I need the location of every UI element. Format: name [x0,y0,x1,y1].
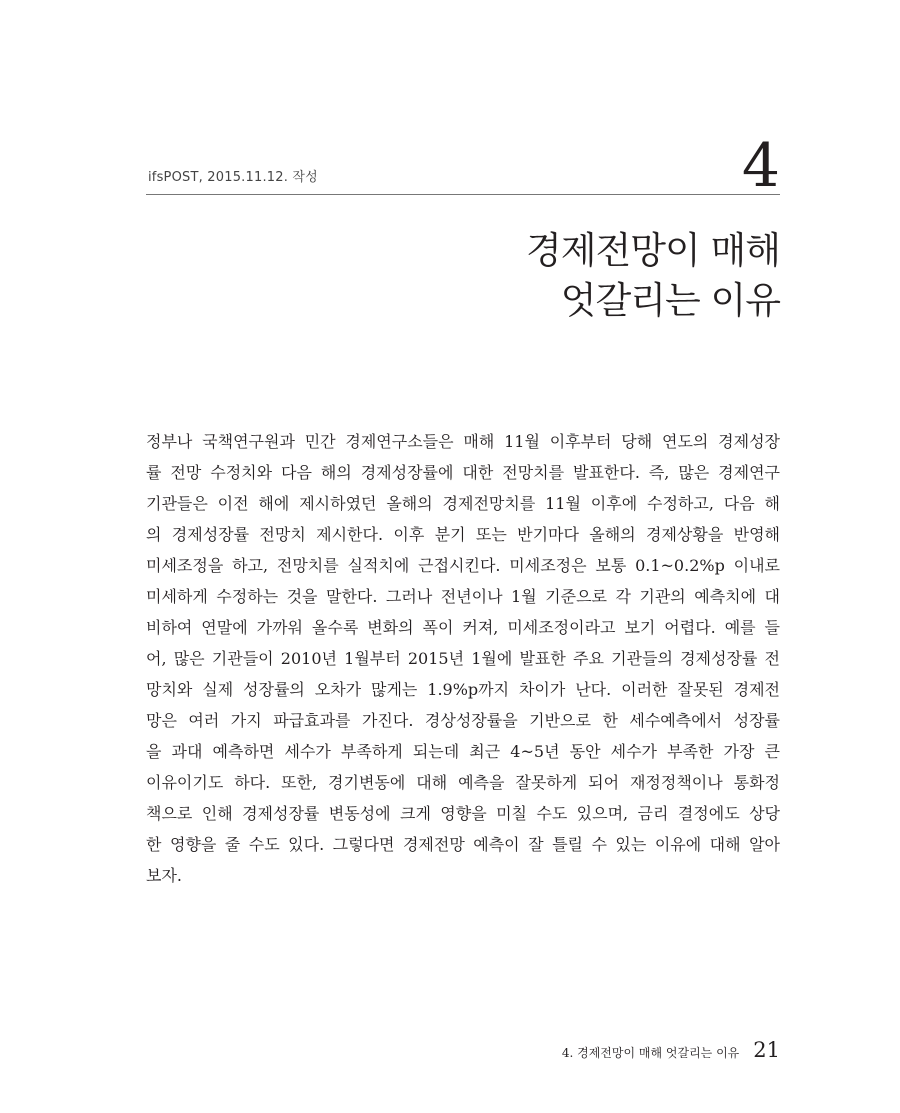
body-line: 이유이기도 하다. 또한, 경기변동에 대해 예측을 잘못하게 되어 재정정책이나 통화정 [146,773,780,792]
body-line: 률 전망 수정치와 다음 해의 경제성장률에 대한 전망치를 발표한다. 즉, 많은 경제연구 [146,463,780,482]
header-meta: ifsPOST, 2015.11.12. 작성 [148,170,318,185]
page-footer [562,1038,780,1062]
body-line: 망은 여러 가지 파급효과를 가진다. 경상성장률을 기반으로 한 세수예측에서 성장률 [146,711,780,730]
body-paragraph [146,426,780,891]
body-line: 의 경제성장률 전망치 제시한다. 이후 분기 또는 반기마다 올해의 경제상황을 반영해 [146,525,780,544]
chapter-title [526,226,780,326]
body-line: 비하여 연말에 가까워 올수록 변화의 폭이 커져, 미세조정이라고 보기 어렵다. 예를 들 [146,618,780,637]
body-line: 정부나 국책연구원과 민간 경제연구소들은 매해 11월 이후부터 당해 연도의 경제성장 [146,432,780,451]
header-rule [146,194,780,195]
body-line: 보자. [146,866,182,885]
chapter-title-line-2: 엇갈리는 이유 [560,279,780,322]
body-line: 어, 많은 기관들이 2010년 1월부터 2015년 1월에 발표한 주요 기관들의 경제성장률 전 [146,649,780,668]
chapter-number: 4 [741,131,780,201]
page-number: 21 [753,1038,780,1062]
body-line: 기관들은 이전 해에 제시하였던 올해의 경제전망치를 11월 이후에 수정하고, 다음 해 [146,494,780,513]
body-line: 미세조정을 하고, 전망치를 실적치에 근접시킨다. 미세조정은 보통 0.1~0.2%p 이내로 [146,556,780,575]
body-line: 책으로 인해 경제성장률 변동성에 크게 영향을 미칠 수도 있으며, 금리 결정에도 상당 [146,804,780,823]
body-line: 한 영향을 줄 수도 있다. 그렇다면 경제전망 예측이 잘 틀릴 수 있는 이유에 대해 알아 [146,835,780,854]
body-line: 을 과대 예측하면 세수가 부족하게 되는데 최근 4~5년 동안 세수가 부족한 가장 큰 [146,742,780,761]
body-line: 망치와 실제 성장률의 오차가 많게는 1.9%p까지 차이가 난다. 이러한 잘못된 경제전 [146,680,780,699]
body-line: 미세하게 수정하는 것을 말한다. 그러나 전년이나 1월 기준으로 각 기관의 예측치에 대 [146,587,780,606]
running-title: 4. 경제전망이 매해 엇갈리는 이유 [561,1046,740,1060]
chapter-title-line-1: 경제전망이 매해 [526,229,780,272]
